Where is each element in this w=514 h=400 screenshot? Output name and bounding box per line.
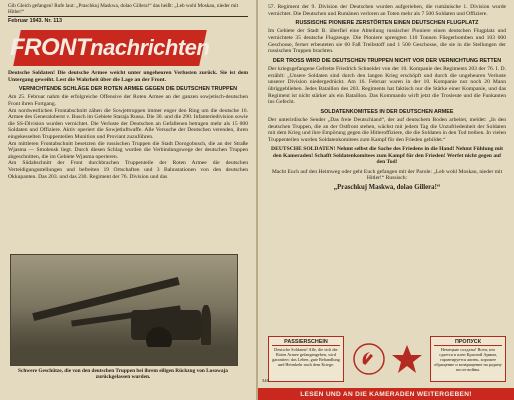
issue-line: Februar 1943. Nr. 113	[8, 16, 248, 24]
propusk-card	[430, 336, 506, 382]
paragraph-5: Im Gebiete der Stadt B. überfiel eine Abteilung russischer Pioniere einen deutschen Flugplatz und vernichtete 35 deutsche Flugzeuge. Die Pioniere sprengten 110 Tonnen Fliegerbomben und 103 000 Geschosse, ferner erbeuteten sie 60 Faß Treibstoff und 1 500 Geschosse, die sie in die Stellungen der russischen Truppen brachten.	[268, 28, 506, 55]
masthead-banner	[10, 30, 210, 66]
heading-roten-armee: VERNICHTENDE SCHLÄGE DER ROTEN ARMEE GEGEN DIE DEUTSCHEN TRUPPEN	[18, 86, 238, 93]
passierschein-card	[268, 336, 344, 382]
paragraph-7: Der unterirdische Sender „Das freie Deutschland“, der auf deutschem Boden arbeitet, meldet: „In den deutschen Truppen, die an der Ostfront stehen, wächst mit jedem Tag die Unzufriedenheit der Soldaten mit dem Krieg und ihre Empörung gegen die Hitleroffiziere, die die Soldaten in den Tod treiben. In vielen Truppenteilen wurden Soldatenkomitees zum Kampf für den Frieden gebildet.“	[268, 117, 506, 143]
paragraph-2: Am nordwestlichen Frontabschnitt zähen die Sowjettruppen immer enger den Ring um die deutsche 16. Armee des Generaloberst v. Busch im Gebiete Staraja Russa. Die 30. und die 290. Infanteriedivision sowie die SS-Division wurden vernichtet. Die Verluste der Deutschen an Gefallenen betragen mehr als 15 000 Soldaten und Offiziere. Aktiv operiert die Sowjetluftwaffe. Alle Versuche der Deutschen verenden, ihren eingekesselten Truppenteilen Munition und Proviant zuzuführen.	[8, 107, 248, 141]
propusk-text: Немецкие солдаты! Всем, кто сдается в плен Красной Армии, гарантируется жизнь, хорошее обращение и возвращение на родину после войны.	[434, 347, 502, 372]
war-photo	[10, 254, 238, 366]
callout-heimweg: Macht Euch auf den Heimweg oder geht Euch gefangen mit der Parole: „Leb wohl Moskau, nieder mit Hitler!“ Russisch:	[271, 168, 503, 182]
left-page	[0, 0, 256, 400]
page-number: 346	[262, 378, 269, 383]
photo-ground	[11, 347, 237, 365]
masthead-front: FRONT	[10, 34, 91, 61]
masthead-title	[10, 34, 209, 62]
top-note: Gib Gleich gefangen! Rufe laut: „Praschkuj Maskwa, dolao Gillera!“ das heißt: „Leb wohl Moskau, nieder mit Hitler!“	[8, 3, 239, 16]
photo-soldier	[201, 305, 211, 345]
heading-tross: DER TROSS WIRD DIE DEUTSCHEN TRUPPEN NICHT VOR DER VERNICHTUNG RETTEN	[272, 57, 502, 64]
hammer-sickle-emblem-icon	[352, 342, 386, 376]
heading-pioniere: RUSSISCHE PIONIERE ZERSTÖRTEN EINEN DEUTSCHEN FLUGPLATZ	[295, 20, 479, 27]
pass-row	[268, 336, 506, 382]
right-column	[268, 4, 506, 191]
passierschein-title: PASSIERSCHEIN	[272, 339, 340, 346]
red-star-icon	[391, 343, 423, 375]
masthead-nachrichten: nachrichten	[90, 35, 210, 60]
paragraph-1: Am 25. Februar nahm die erfolgreiche Offensive der Roten Armee an der ganzen sowjetisch-deutschen Front ihren Fortgang.	[8, 94, 248, 108]
paragraph-6: Der kriegsgefangene Gefreite Friedrich Schneider von der 10. Kompanie des Regiments 203 der 76. I. D. erzählt: „Unsere Soldaten sind durch den langen Krieg erschöpft und durch die ungeheuren Verluste unserer Division niedergedrückt. Am 16. Februar waren in der 10. Kompanie nur noch 20 Mann übriggeblieben. Jedes Bataillon des 203. Regiments hat faktisch nur die Stärke einer Kompanie, und das Regiment ist nicht stärker als ein Bataillon. Das Kommando wirft jetzt die Trosleute und die Funkanten ins Gefecht.	[268, 66, 506, 106]
left-column	[8, 70, 248, 180]
propusk-title: ПРОПУСК	[434, 339, 502, 346]
paragraph-4: Am Südabschnitt der Front durchbrachen Truppenteile der Roten Armee die deutschen Verteidigungsstellungen und befreiten 19 Ortschaften und 3 Bahnstationen von den deutschen Okkupanten. Das 203. und das 230. Regiment der 76. Division und das	[8, 160, 248, 180]
heading-soldatenkomitees: SOLDATENKOMITEES IN DER DEUTSCHEN ARMEE	[320, 108, 454, 115]
paragraph-3: Am mittleren Frontabschnitt besetzten die russischen Truppen die Stadt Dorogobusch, die an der Straße Wjasma — Smolensk liegt. Durch diesen Schlag wurden die Verbindungswege der deutschen Truppen abgeschnitten, die im Gebiete Wjasma operieren.	[8, 140, 248, 160]
callout-soldaten: DEUTSCHE SOLDATEN! Nehmt selbst die Sache des Friedens in die Hand! Nehmt Fühlung mit den Kameraden! Schafft Soldatenkomitees zum Kampf für den Frieden! Werfet nicht gegen auf den Tod!	[271, 146, 503, 166]
intro-text: Deutsche Soldaten! Die deutsche Armee weicht unter ungeheuren Verlusten zurück. Sie ist dem Untergang geweiht. Lest die Wahrheit über die Lage an der Front.	[8, 70, 248, 83]
soviet-emblems	[349, 336, 425, 382]
paragraph-continued: 57. Regiment der 9. Division der Deutschen wurden aufgerieben, die rumänische 1. Division wurde vernichtet. Die Deutschen und Rumänen verloren an Toten mehr als 7 500 Soldaten und Offiziere.	[268, 4, 506, 17]
russian-slogan: „Praschkuj Maskwa, dolao Gillera!“	[333, 183, 441, 191]
footer-banner: LESEN UND AN DIE KAMERADEN WEITERGEBEN!	[258, 388, 514, 400]
passierschein-text: Deutsche Soldaten! Alle, die sich der Roten Armee gefangengeben, wird garantiert: das Leben, gute Behandlung und Heimkehr nach dem Kriege.	[272, 347, 340, 367]
photo-caption: Schwere Geschütze, die von den deutschen Truppen bei ihrem eiligen Rückzug von Losowaja zurückgelassen wurden.	[18, 368, 228, 381]
